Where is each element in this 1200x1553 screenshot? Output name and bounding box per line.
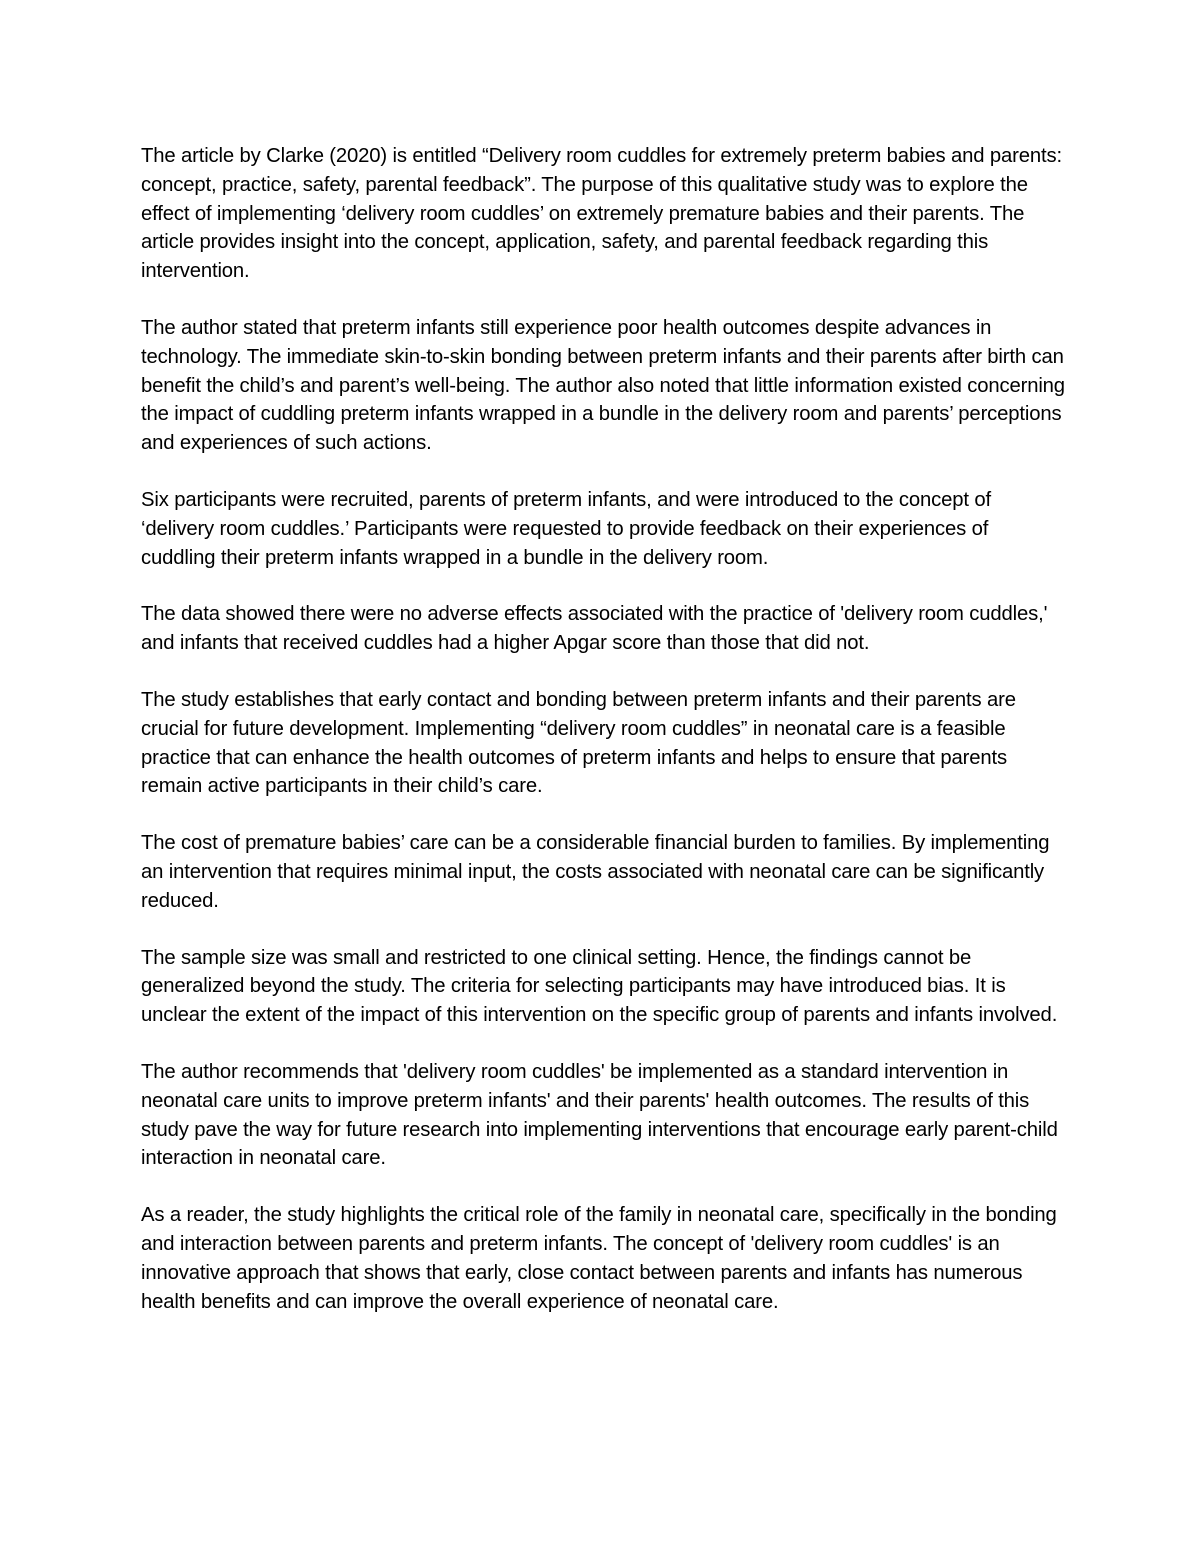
paragraph-participants: Six participants were recruited, parents of preterm infants, and were introduced to the concept of ‘delivery room cuddles.’ Participants were requested to provide feedback on their experiences of cuddling their preterm infants wrapped in a bundle in the delivery room.	[141, 488, 991, 569]
paragraph-background: The author stated that preterm infants still experience poor health outcomes despite advances in technology. The immediate skin-to-skin bonding between preterm infants and their parents after birth can benefit the child’s and parent’s well-being. The author also noted that little information existed concerning the impact of cuddling preterm infants wrapped in a bundle in the delivery room and parents’ perceptions and experiences of such actions.	[141, 316, 1065, 455]
paragraph-data-results: The data showed there were no adverse effects associated with the practice of 'delivery room cuddles,' and infants that received cuddles had a higher Apgar score than those that did not.	[141, 603, 1048, 655]
paragraph-introduction: The article by Clarke (2020) is entitled “Delivery room cuddles for extremely preterm babies and parents: concept, practice, safety, parental feedback”. The purpose of this qualitative study was to explore the effect of implementing ‘delivery room cuddles’ on extremely premature babies and their parents. The article provides insight into the concept, application, safety, and parental feedback regarding this intervention.	[141, 145, 1062, 283]
paragraph-recommendations: The author recommends that 'delivery room cuddles' be implemented as a standard intervention in neonatal care units to improve preterm infants' and their parents' health outcomes. The results of this study pave the way for future research into implementing interventions that encourage early parent-child interaction in neonatal care.	[141, 1060, 1058, 1170]
paragraph-reader-reflection: As a reader, the study highlights the critical role of the family in neonatal care, specifically in the bonding and interaction between parents and preterm infants. The concept of 'delivery room cuddles' is an innovative approach that shows that early, close contact between parents and infants has numerous health benefits and can improve the overall experience of neonatal care.	[141, 1204, 1057, 1313]
paragraph-study-establishes: The study establishes that early contact and bonding between preterm infants and their parents are crucial for future development. Implementing “delivery room cuddles” in neonatal care is a feasible practice that can enhance the health outcomes of preterm infants and helps to ensure that parents remain active participants in their child’s care.	[141, 688, 1016, 798]
document-body	[141, 142, 1066, 1344]
paragraph-cost: The cost of premature babies’ care can be a considerable financial burden to families. By implementing an intervention that requires minimal input, the costs associated with neonatal care can be significantly reduced.	[141, 832, 1050, 912]
paragraph-limitations: The sample size was small and restricted to one clinical setting. Hence, the findings cannot be generalized beyond the study. The criteria for selecting participants may have introduced bias. It is unclear the extent of the impact of this intervention on the specific group of parents and infants involved.	[141, 946, 1058, 1027]
